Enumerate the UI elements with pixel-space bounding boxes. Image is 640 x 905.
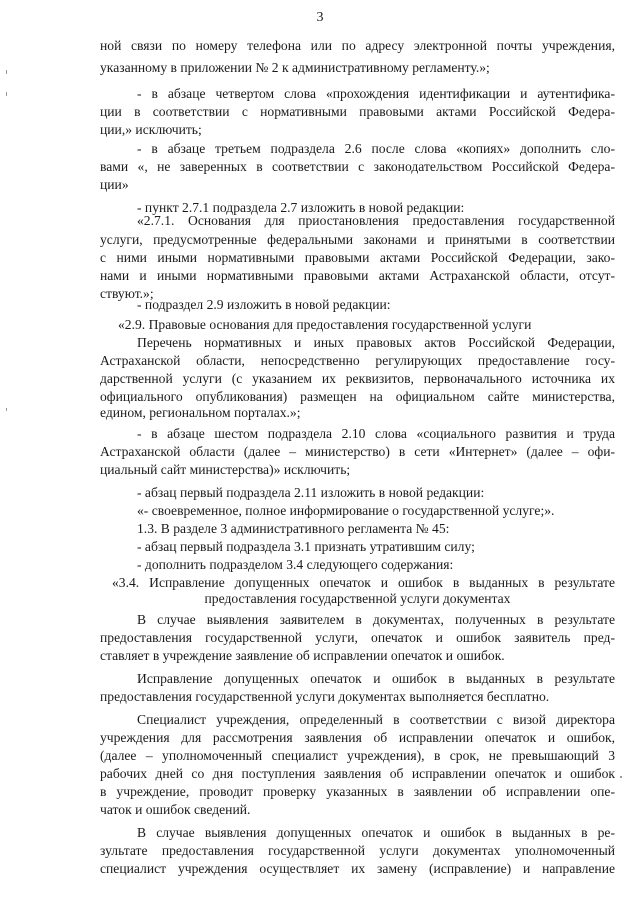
- text-line: едином, региональном порталах.»;: [100, 405, 301, 420]
- text-line: Специалист учреждения, определенный в соответствии с визой директора: [137, 712, 615, 727]
- text-line: рабочих дней со дня поступления заявления об исправлении опечаток и ошибок: [100, 766, 615, 781]
- text-line: в учреждение, проводит проверку указанных в заявлении об исправлении опе-: [100, 784, 615, 799]
- text-line: чаток и ошибок сведений.: [100, 802, 251, 817]
- text-line: официального опубликования) размещен на официальном сайте министерства,: [100, 389, 615, 404]
- text-line: Астраханской области (далее – министерство) в сети «Интернет» (далее – офи-: [100, 444, 615, 459]
- text-line: вами «, не заверенных в соответствии с законодательством Российской Федера-: [100, 159, 615, 174]
- text-line: Перечень нормативных и иных правовых актов Российской Федерации,: [137, 335, 615, 350]
- text-line: предоставления государственной услуги документах выполняется бесплатно.: [100, 689, 550, 704]
- text-line: ции,» исключить;: [100, 122, 202, 137]
- text-line: «- своевременное, полное информирование о государственной услуге;».: [137, 503, 555, 518]
- text-line: - в абзаце третьем подраздела 2.6 после слова «копиях» дополнить сло-: [137, 141, 615, 156]
- text-line: учреждения для рассмотрения заявления об исправлении опечаток и ошибок,: [100, 730, 615, 745]
- text-line: циальный сайт министерства)» исключить;: [100, 462, 351, 477]
- text-line: - дополнить подразделом 3.4 следующего содержания:: [137, 557, 454, 572]
- text-line: (далее – уполномоченный специалист учреждения), в срок, не превышающий 3: [100, 748, 615, 763]
- text-line: указанному в приложении № 2 к административному регламенту.»;: [100, 60, 490, 75]
- text-line: «2.9. Правовые основания для предоставления государственной услуги: [118, 317, 532, 332]
- text-line: ставляет в учреждение заявление об исправлении опечаток и ошибок.: [100, 648, 505, 663]
- text-line: зультате предоставления государственной услуги документах уполномоченный: [100, 843, 615, 858]
- scan-artifact: [620, 776, 622, 778]
- scan-artifact: [6, 70, 7, 74]
- text-line: «2.7.1. Основания для приостановления предоставления государственной: [137, 213, 615, 228]
- scan-artifact: [6, 408, 7, 411]
- text-line: с ними иными нормативными правовыми актами Российской Федерации, зако-: [100, 250, 615, 265]
- text-line: специалист учреждения осуществляет их замену (исправление) и направление: [100, 861, 615, 876]
- text-line: Исправление допущенных опечаток и ошибок в выданных в результате: [137, 671, 615, 686]
- text-line: - подраздел 2.9 изложить в новой редакции:: [137, 297, 391, 312]
- text-line: - в абзаце шестом подраздела 2.10 слова «социального развития и труда: [137, 426, 615, 441]
- text-line: - абзац первый подраздела 2.11 изложить в новой редакции:: [137, 485, 485, 500]
- text-line: дарственной услуги (с указанием их реквизитов, первоначального источника их: [100, 371, 615, 386]
- text-line: - абзац первый подраздела 3.1 признать утратившим силу;: [137, 539, 475, 554]
- text-line: услуги, предусмотренные федеральными законами и принятыми в соответствии: [100, 232, 615, 247]
- text-line: нами и иными нормативными правовыми актами Астраханской области, отсут-: [100, 268, 615, 283]
- text-line: «3.4. Исправление допущенных опечаток и ошибок в выданных в результате: [112, 575, 615, 590]
- scan-artifact: [6, 92, 7, 96]
- text-line: В случае выявления заявителем в документах, полученных в результате: [137, 612, 615, 627]
- text-line: Астраханской области, непосредственно регулирующих предоставление госу-: [100, 353, 615, 368]
- text-line: - пункт 2.7.1 подраздела 2.7 изложить в новой редакции:: [137, 200, 465, 215]
- text-line: предоставления государственной услуги, опечаток и ошибок заявитель пред-: [100, 630, 615, 645]
- text-line: ции»: [100, 177, 129, 192]
- text-line: 1.3. В разделе 3 административного регламента № 45:: [137, 521, 450, 536]
- text-line: предоставления государственной услуги документах: [204, 591, 511, 606]
- text-line: - в абзаце четвертом слова «прохождения идентификации и аутентифика-: [137, 86, 615, 101]
- page-number: 3: [316, 10, 324, 25]
- text-line: В случае выявления допущенных опечаток и ошибок в выданных в ре-: [137, 825, 615, 840]
- text-line: ции в соответствии с нормативными правовыми актами Российской Федера-: [100, 104, 615, 119]
- text-line: ной связи по номеру телефона или по адресу электронной почты учреждения,: [100, 38, 615, 53]
- text-line: ствуют.»;: [100, 286, 154, 301]
